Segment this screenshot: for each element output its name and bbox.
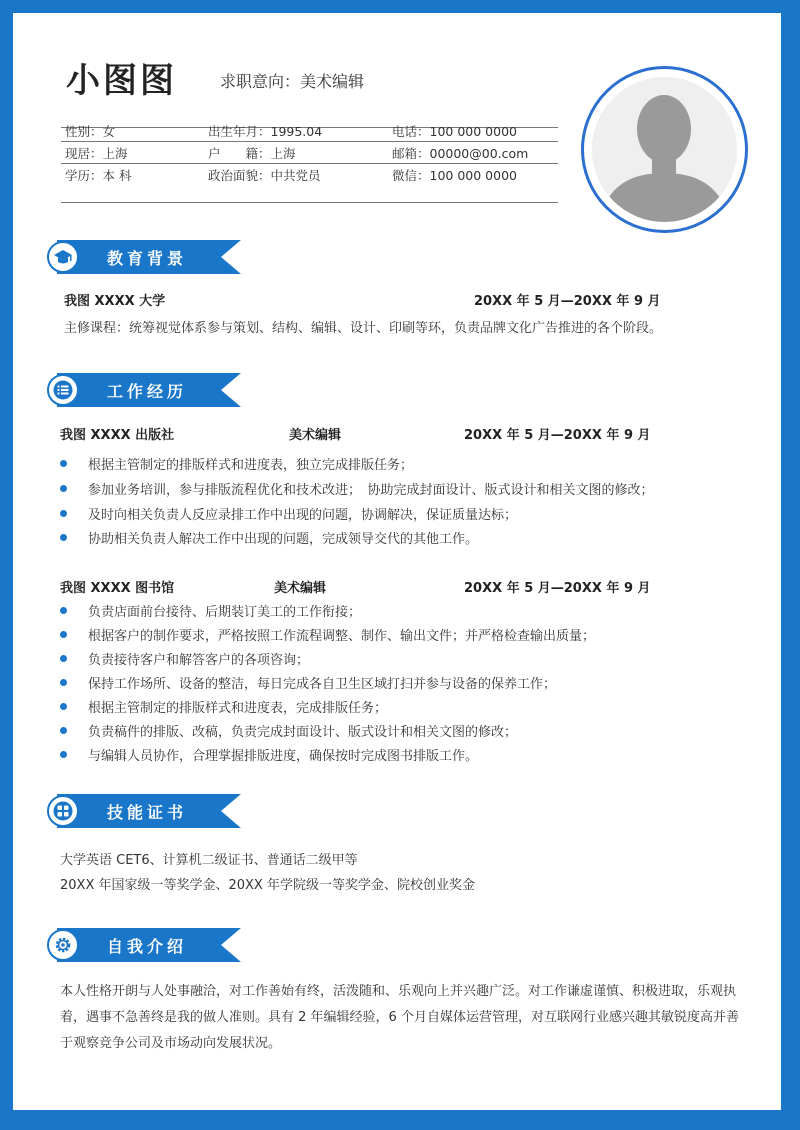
wechat: 微信：100 000 0000 — [392, 168, 517, 183]
info-divider-2 — [61, 163, 558, 164]
grid-icon — [53, 801, 73, 821]
resume-page: 小图图 求职意向：美术编辑 性别：女 出生年月：1995.04 电话：100 000 0000 现居：上海 户 籍：上海 邮箱：00000@00.com 学历：本 科 政治面貌：中共党员 微信：100 000 0000 教育背景 我图 XXXX 大学 20XX 年 5 月—20XX 年 9 月 主修课程：统筹视觉体系参与策划、结构、编辑、设计、印刷等环，负责品牌文化广告推进的各个阶段。 工作经历 我图 XXXX 出版社 美术编辑 20XX 年 5 月—20XX 年 9 月 根据主管制定的排版样式和进度表，独立完成排版任务； 参加业务培训，参与排版流程优化和技术改进； 协助完成封面设计、版式设计和相关文图的修改； 及时向相关负责人反应录排工作中出现的问题，协调解决，保证质量达标； 协助相关负责人解决工作中出现的问题，完成领导交代的其他工作。 我图 XXXX 图书馆 美术编辑 20XX 年 5 月—20XX 年 9 月 负责店面前台接待、后期装订美工的工作衔接； 根据客户的制作要求，严格按照工作流程调整、制作、输出文件；并严格检查输出质量； 负责接待客户和解答客户的各项咨询； 保持工作场所、设备的整洁，每日完成各自卫生区域打扫并参与设备的保养工作； 根据主管制定的排版样式和进度表，完成排版任务； 负责稿件的排版、改稿，负责完成封面设计、版式设计和相关文图的修改； 与编辑人员协作，合理掌握排版进度，确保按时完成图书排版工作。 技能证书 大学英语 CET6、计算机二级证书、普通话二级甲等 20XX 年国家级一等奖学金、20XX 年学院级一等奖学金、院校创业奖金 自我介绍 本人性格开朗与人处事融洽，对工作善始有终，活泼随和、乐观向上并兴趣广泛。对工作谦虚谨慎、积极进取，乐观执着，遇事不急善终是我的做人准则。具有 2 年编辑经验，6 个月自媒体运营管理，对互联网行业感兴趣其敏锐度高并善于观察竞争公司及市场动向发展状况。 — [13, 13, 781, 1110]
phone: 电话：100 000 0000 — [392, 124, 517, 139]
school-name: 我图 XXXX 大学 — [64, 294, 166, 309]
bullet-icon — [60, 727, 67, 734]
job-intent: 求职意向：美术编辑 — [220, 72, 365, 91]
bullet-icon — [60, 510, 67, 517]
email: 邮箱：00000@00.com — [392, 146, 529, 161]
bullet-icon — [60, 679, 67, 686]
person-silhouette-icon — [592, 77, 737, 222]
bullet-icon — [60, 751, 67, 758]
skills-title: 技能证书 — [107, 803, 188, 822]
info-row-1 — [65, 122, 565, 142]
graduation-cap-icon — [53, 247, 73, 267]
bullet-icon — [60, 631, 67, 638]
bullet-icon — [60, 703, 67, 710]
job-1-date: 20XX 年 5 月—20XX 年 9 月 — [464, 428, 651, 443]
education-header — [45, 240, 241, 274]
job-2-date: 20XX 年 5 月—20XX 年 9 月 — [464, 581, 651, 596]
gender: 性别：女 — [65, 124, 116, 139]
bullet-icon — [60, 607, 67, 614]
skills-line-2: 20XX 年国家级一等奖学金、20XX 年学院级一等奖学金、院校创业奖金 — [60, 878, 475, 893]
bullet-icon — [60, 655, 67, 662]
info-row-3 — [65, 166, 565, 186]
residence: 现居：上海 — [65, 146, 128, 161]
bullet-icon — [60, 534, 67, 541]
education-course: 主修课程：统筹视觉体系参与策划、结构、编辑、设计、印刷等环，负责品牌文化广告推进的各个阶段。 — [64, 321, 663, 336]
gear-icon — [53, 935, 73, 955]
skills-line-1: 大学英语 CET6、计算机二级证书、普通话二级甲等 — [60, 853, 358, 868]
skills-header — [45, 794, 241, 828]
job-2-position: 美术编辑 — [274, 581, 327, 596]
job-1-company: 我图 XXXX 出版社 — [60, 428, 175, 443]
education-date: 20XX 年 5 月—20XX 年 9 月 — [474, 294, 661, 309]
education-title: 教育背景 — [107, 249, 188, 268]
candidate-name: 小图图 — [66, 61, 177, 101]
profile-photo — [581, 66, 748, 233]
birth-date: 出生年月：1995.04 — [208, 124, 323, 139]
work-title: 工作经历 — [107, 382, 188, 401]
education-level: 学历：本 科 — [65, 168, 132, 183]
info-divider-bottom — [61, 202, 558, 203]
about-text: 本人性格开朗与人处事融洽，对工作善始有终，活泼随和、乐观向上并兴趣广泛。对工作谦虚谨慎、积极进取，乐观执着，遇事不急善终是我的做人准则。具有 2 年编辑经验，6 个月自媒体运营管理，对互联网行业感兴趣其敏锐度高并善于观察竞争公司及市场动向发展状况。 — [60, 984, 739, 1051]
political-status: 政治面貌：中共党员 — [208, 168, 321, 183]
hukou: 户 籍：上海 — [208, 146, 296, 161]
about-header — [45, 928, 241, 962]
list-icon — [53, 380, 73, 400]
bullet-icon — [60, 460, 67, 467]
work-header — [45, 373, 241, 407]
info-row-2 — [65, 144, 565, 164]
job-1-position: 美术编辑 — [289, 428, 342, 443]
bullet-icon — [60, 485, 67, 492]
about-title: 自我介绍 — [107, 937, 188, 956]
job-2-company: 我图 XXXX 图书馆 — [60, 581, 175, 596]
info-divider-1 — [61, 141, 558, 142]
